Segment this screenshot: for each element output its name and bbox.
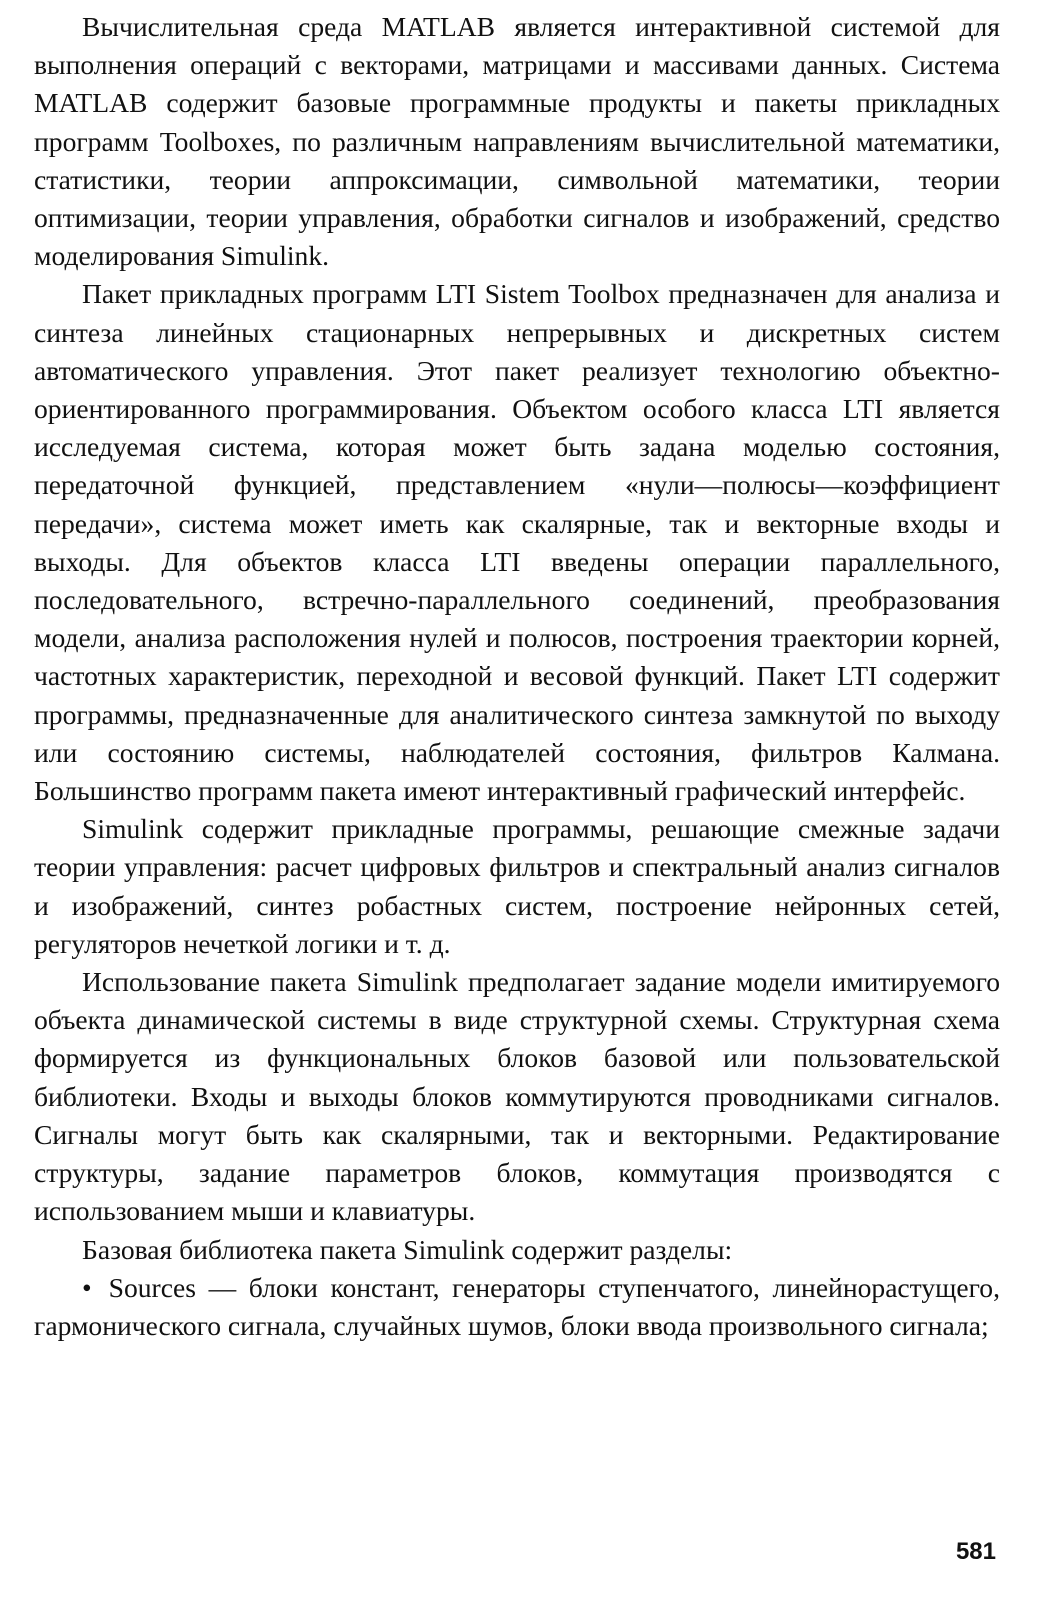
paragraph-library-intro: Базовая библиотека пакета Simulink содержит разделы:: [82, 1233, 733, 1265]
paragraph-simulink-usage: Использование пакета Simulink предполагает задание модели имитируемого объекта динамической системы в виде структурной схемы. Структурная схема формируется из функциональных блоков базовой или пользовательской библиотеки. Входы и выходы блоков коммутируются проводниками сигналов. Сигналы могут быть как скалярными, так и векторными. Редактирование структуры, задание параметров блоков, коммутация производятся с использованием мыши и клавиатуры.: [34, 966, 1000, 1227]
page-number: 581: [955, 1538, 996, 1565]
bullet-icon: •: [82, 1271, 92, 1303]
book-page: [34, 8, 1000, 1588]
paragraph-simulink-apps: Simulink содержит прикладные программы, решающие смежные задачи теории управления: расчет цифровых фильтров и спектральный анализ сигналов и изображений, синтез робастных систем, построение нейронных сетей, регуляторов нечеткой логики и т. д.: [34, 813, 1000, 959]
list-item-text: Sources — блоки констант, генераторы ступенчатого, линейнорастущего, гармонического сигнала, случайных шумов, блоки ввода произвольного сигнала;: [34, 1271, 1000, 1341]
library-sections-list: [34, 1269, 1000, 1345]
paragraph-lti-toolbox: Пакет прикладных программ LTI Sistem Toolbox предназначен для анализа и синтеза линейных стационарных непрерывных и дискретных систем автоматического управления. Этот пакет реализует технологию объектно-ориентированного программирования. Объектом особого класса LTI является исследуемая система, которая может быть задана моделью состояния, передаточной функцией, представлением «нули—полюсы—коэффициент передачи», система может иметь как скалярные, так и векторные входы и выходы. Для объектов класса LTI введены операции параллельного, последовательного, встречно-параллельного соединений, преобразования модели, анализа расположения нулей и полюсов, построения траектории корней, частотных характеристик, переходной и весовой функций. Пакет LTI содержит программы, предназначенные для аналитического синтеза замкнутой по выходу или состоянию системы, наблюдателей состояния, фильтров Калмана. Большинство программ пакета имеют интерактивный графический интерфейс.: [34, 278, 1000, 807]
list-item-sources: [34, 1269, 1000, 1345]
paragraph-matlab-intro: Вычислительная среда MATLAB является интерактивной системой для выполнения операций с векторами, матрицами и массивами данных. Система MATLAB содержит базовые программные продукты и пакеты прикладных программ Toolboxes, по различным направлениям вычислительной математики, статистики, теории аппроксимации, символьной математики, теории оптимизации, теории управления, обработки сигналов и изображений, средство моделирования Simulink.: [34, 11, 1000, 272]
body-text: [34, 8, 1000, 1345]
